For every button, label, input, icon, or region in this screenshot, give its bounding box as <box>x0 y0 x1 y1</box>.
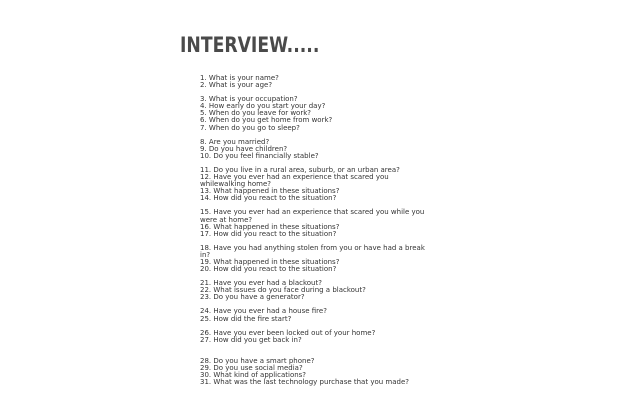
question-group <box>200 245 430 273</box>
question-item: 2. What is your age? <box>200 81 273 90</box>
question-item: 15. Have you ever had an experience that scared you while you were at home? <box>200 208 425 224</box>
question-group <box>200 280 430 301</box>
question-group <box>200 209 430 237</box>
question-item: 6. When do you get home from work? <box>200 116 333 125</box>
question-item: 13. What happened in these situations? <box>200 187 340 196</box>
question-item: 21. Have you ever had a blackout? <box>200 279 322 288</box>
question-item: 29. Do you use social media? <box>200 363 303 372</box>
question-group <box>200 308 430 322</box>
question-item: 30. What kind of applications? <box>200 371 307 379</box>
question-group <box>200 330 430 344</box>
question-item: 26. Have you ever been locked out of your home? <box>200 328 376 337</box>
question-group <box>200 167 430 202</box>
question-item: 7. When do you go to sleep? <box>200 123 300 132</box>
question-item: 17. How did you react to the situation? <box>200 229 337 238</box>
question-item: 20. How did you react to the situation? <box>200 265 337 274</box>
question-group <box>200 96 430 131</box>
question-item: 18. Have you had anything stolen from you or have had a break in? <box>200 243 425 259</box>
question-item: 10. Do you feel financially stable? <box>200 151 319 160</box>
question-group <box>200 139 430 160</box>
question-item: 14. How did you react to the situation? <box>200 194 337 203</box>
question-item: 27. How did you get back in? <box>200 335 302 344</box>
question-item: 25. How did the fire start? <box>200 314 292 323</box>
page-title: INTERVIEW..... <box>180 33 320 57</box>
question-item: 11. Do you live in a rural area, suburb, or an urban area? <box>200 165 400 174</box>
question-item: 24. Have you ever had a house fire? <box>200 307 327 316</box>
question-group <box>200 75 430 89</box>
question-item: 3. What is your occupation? <box>200 95 298 104</box>
question-item: 23. Do you have a generator? <box>200 293 305 302</box>
question-group <box>200 358 430 386</box>
question-item: 16. What happened in these situations? <box>200 222 340 231</box>
question-item: 4. How early do you start your day? <box>200 102 326 111</box>
question-item: 31. What was the last technology purchase that you made? <box>200 378 409 387</box>
question-list <box>200 75 430 393</box>
question-item: 5. When do you leave for work? <box>200 109 311 118</box>
question-item: 22. What issues do you face during a blackout? <box>200 286 366 295</box>
question-item: 8. Are you married? <box>200 137 270 146</box>
question-item: 9. Do you have children? <box>200 144 288 153</box>
question-item: 12. Have you ever had an experience that scared you whilewalking home? <box>200 173 389 189</box>
question-item: 19. What happened in these situations? <box>200 257 340 266</box>
question-item: 1. What is your name? <box>200 74 279 82</box>
question-item: 28. Do you have a smart phone? <box>200 356 315 365</box>
